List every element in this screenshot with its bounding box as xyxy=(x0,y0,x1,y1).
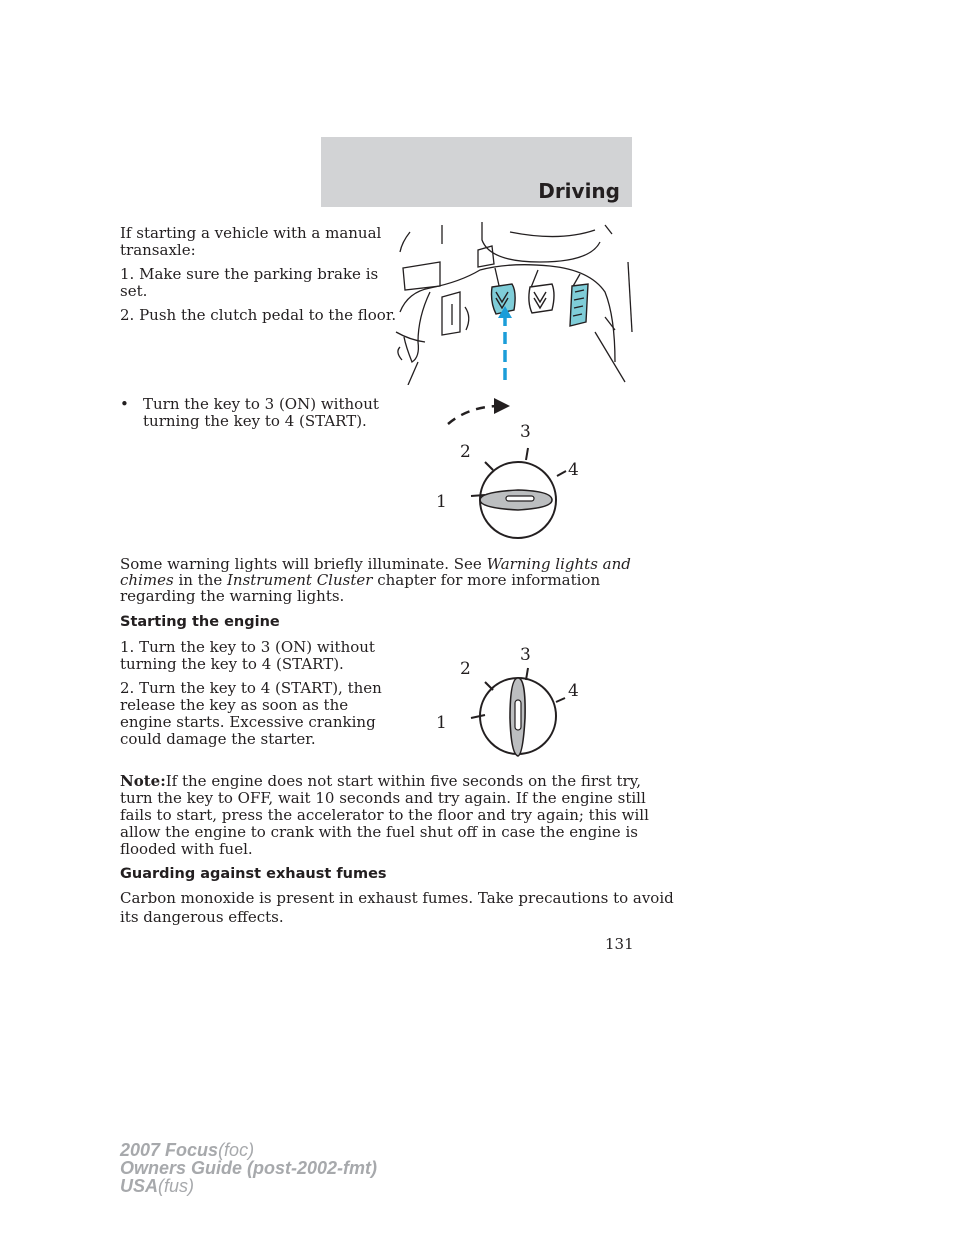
clutch-pedal-illustration xyxy=(390,222,635,385)
footer-line-2: Owners Guide (post-2002-fmt) xyxy=(120,1158,378,1178)
note-line-5: flooded with fuel. xyxy=(120,840,253,858)
start-step-1-line-1: 1. Turn the key to 3 (ON) without xyxy=(120,638,375,656)
ignition-label-1: 1 xyxy=(436,492,447,512)
footer-line-3: USA(fus) xyxy=(120,1176,195,1196)
note-line-4: allow the engine to crank with the fuel shut off in case the engine is xyxy=(120,823,638,841)
ignition-label-2: 2 xyxy=(460,442,471,462)
section-title: Driving xyxy=(538,179,620,203)
starting-engine-heading: Starting the engine xyxy=(120,614,280,630)
section-header-band xyxy=(321,137,632,207)
warning-line-1: Some warning lights will briefly illuminate. See Warning lights and xyxy=(120,555,631,573)
document-footer xyxy=(120,1141,377,1195)
warning-line-2: chimes in the Instrument Cluster chapter for more information xyxy=(120,571,601,589)
exhaust-line-1: Carbon monoxide is present in exhaust fumes. Take precautions to avoid xyxy=(120,889,674,907)
note-line-3: fails to start, press the accelerator to the floor and try again; this will xyxy=(120,806,649,824)
bullet-icon: • xyxy=(120,395,129,413)
start-step-1-line-2: turning the key to 4 (START). xyxy=(120,655,344,673)
intro-line-2: transaxle: xyxy=(120,241,196,259)
warning-line-3: regarding the warning lights. xyxy=(120,587,345,605)
note-line-1: Note:If the engine does not start within five seconds on the first try, xyxy=(120,772,641,790)
exhaust-line-2: its dangerous effects. xyxy=(120,908,284,926)
start-step-2-line-4: could damage the starter. xyxy=(120,730,316,748)
ignition-label-4: 4 xyxy=(568,681,579,701)
start-step-2-line-3: engine starts. Excessive cranking xyxy=(120,713,376,731)
step-1-line-2: set. xyxy=(120,282,148,300)
ignition-label-3: 3 xyxy=(520,645,531,665)
bullet-line-2: turning the key to 4 (START). xyxy=(143,412,367,430)
ignition-switch-diagram-off xyxy=(428,392,588,550)
ignition-label-4: 4 xyxy=(568,460,579,480)
ignition-switch-diagram-start xyxy=(428,638,588,768)
ignition-label-1: 1 xyxy=(436,713,447,733)
ignition-label-3: 3 xyxy=(520,422,531,442)
start-step-2-line-1: 2. Turn the key to 4 (START), then xyxy=(120,679,382,697)
start-step-2-line-2: release the key as soon as the xyxy=(120,696,349,714)
step-1-line-1: 1. Make sure the parking brake is xyxy=(120,265,379,283)
step-2: 2. Push the clutch pedal to the floor. xyxy=(120,306,397,324)
bullet-line-1: Turn the key to 3 (ON) without xyxy=(143,395,379,413)
exhaust-fumes-heading: Guarding against exhaust fumes xyxy=(120,866,387,882)
page-number: 131 xyxy=(605,935,634,953)
note-label: Note: xyxy=(120,772,166,790)
footer-line-1: 2007 Focus(foc) xyxy=(120,1140,255,1160)
intro-line-1: If starting a vehicle with a manual xyxy=(120,224,382,242)
note-line-2: turn the key to OFF, wait 10 seconds and try again. If the engine still xyxy=(120,789,646,807)
ignition-label-2: 2 xyxy=(460,659,471,679)
